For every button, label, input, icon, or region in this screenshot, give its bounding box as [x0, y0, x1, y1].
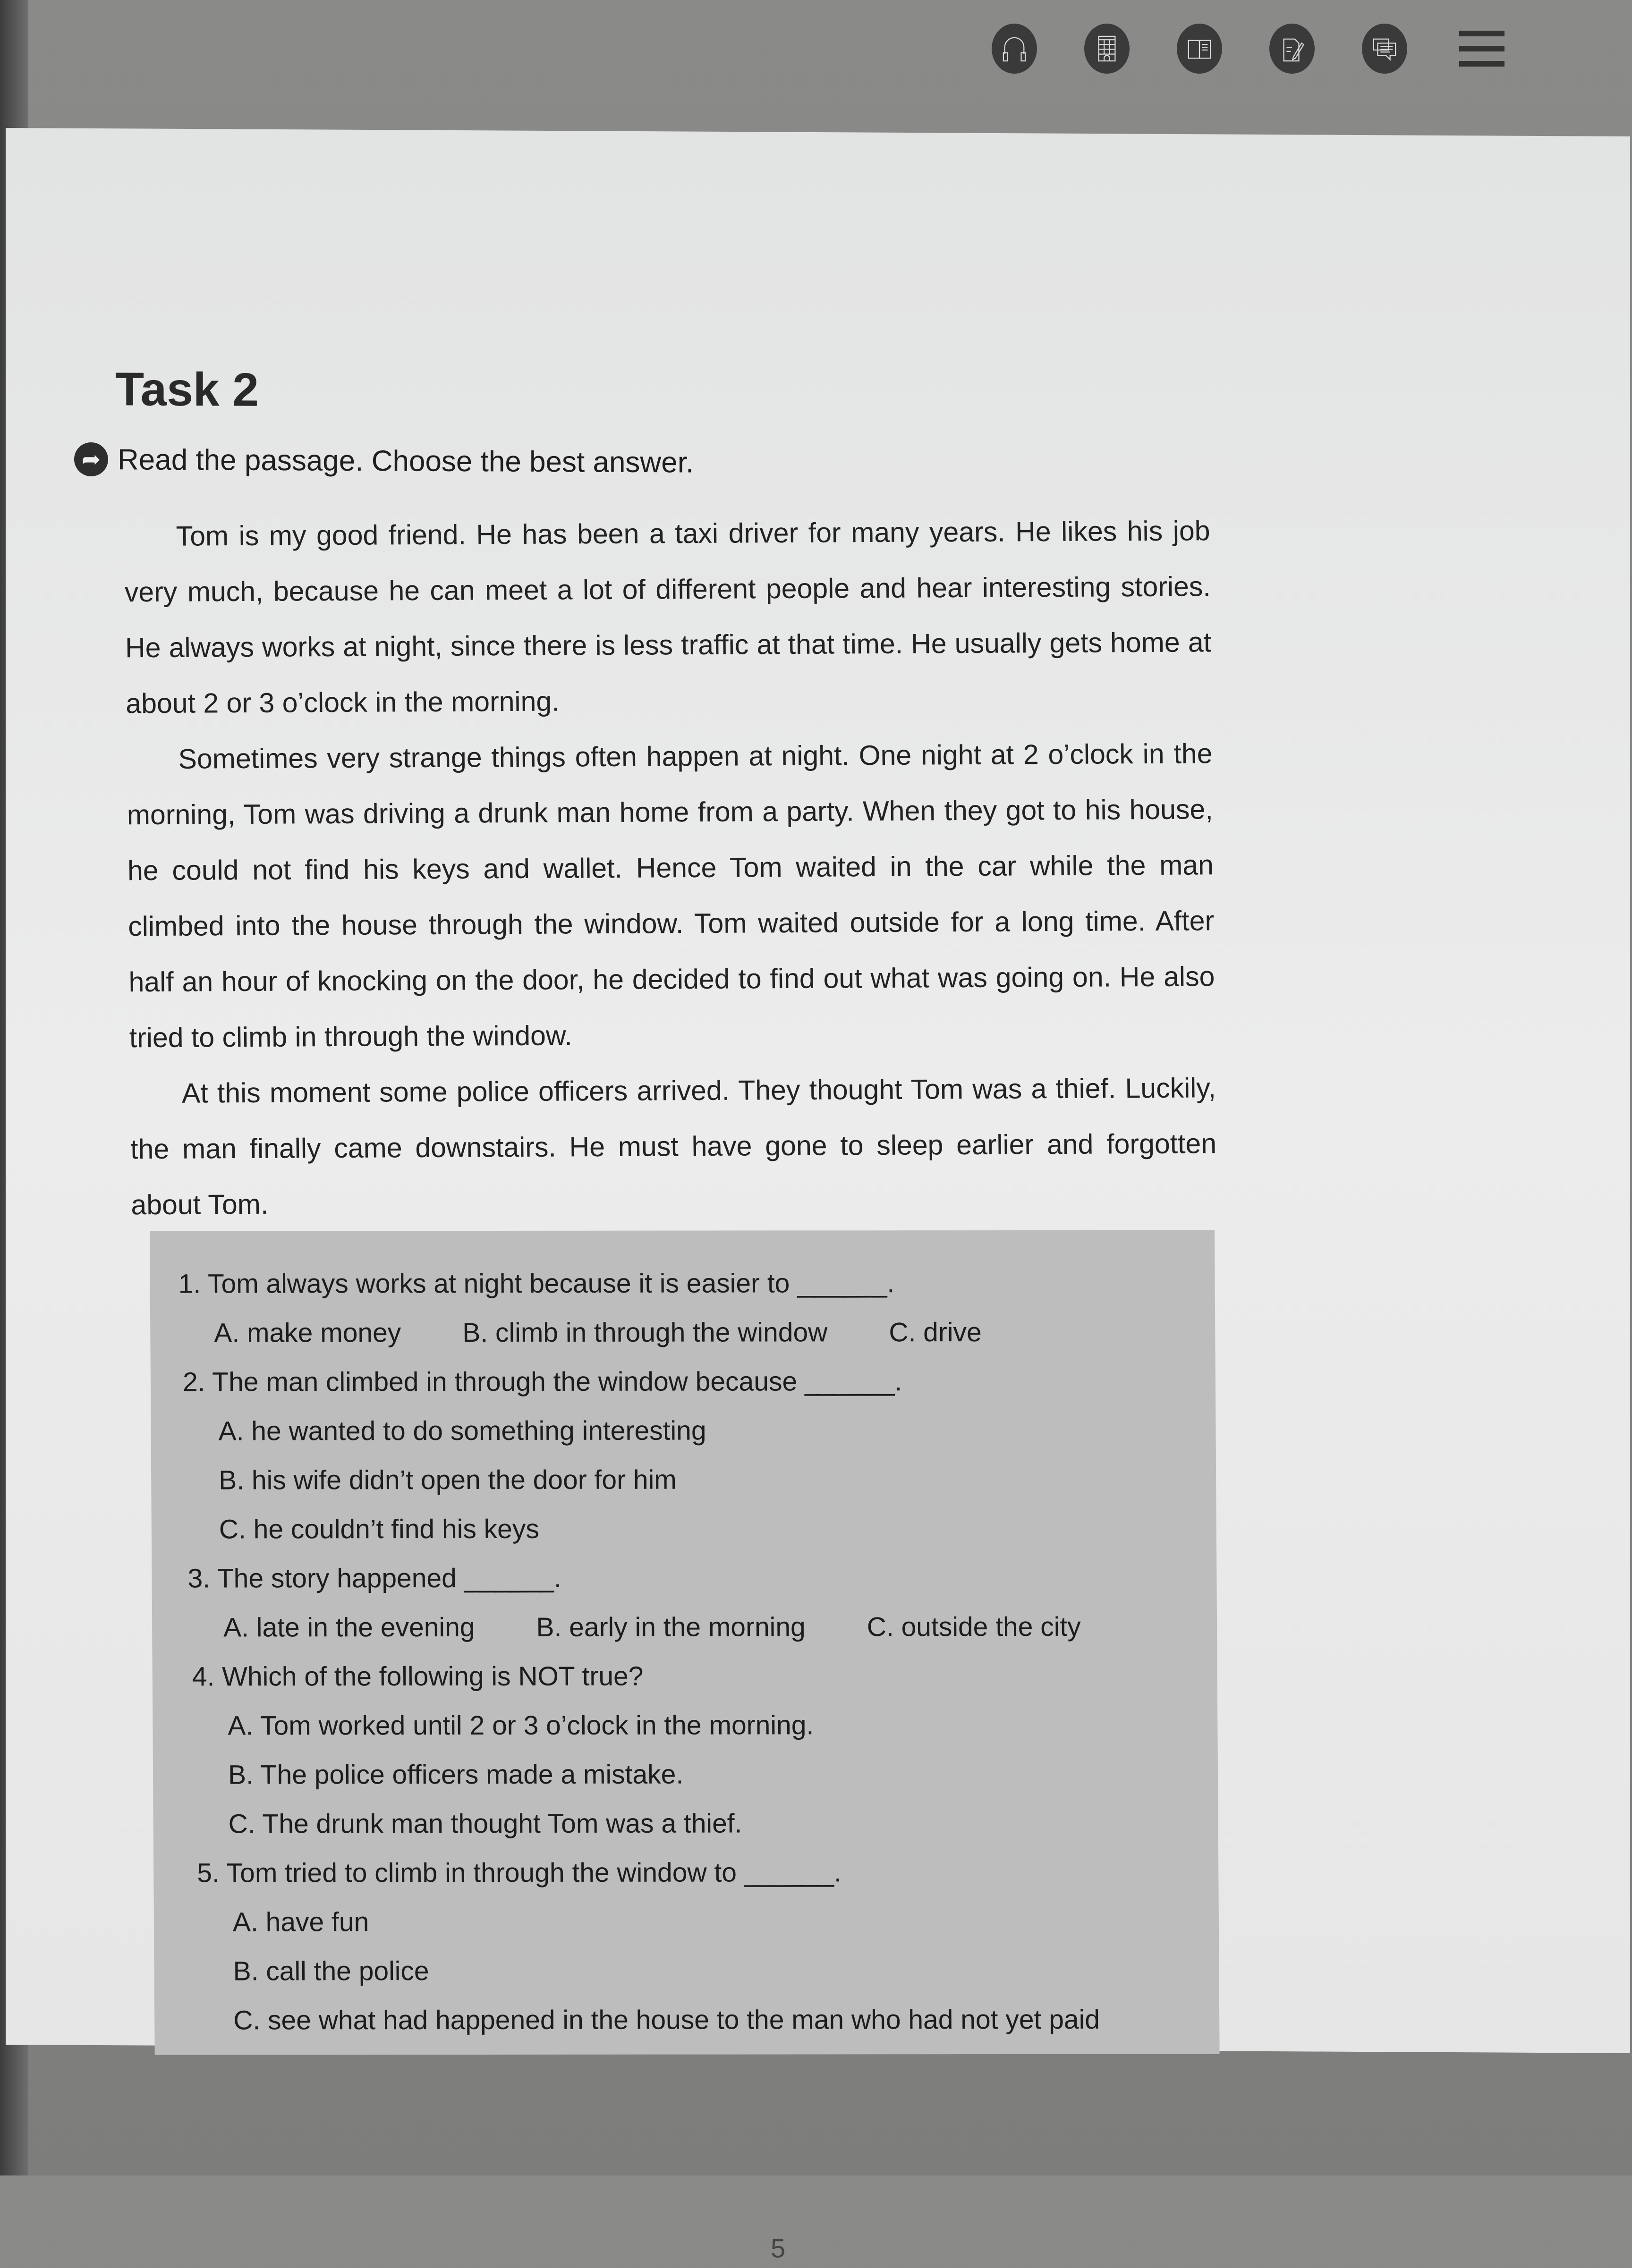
answer-option[interactable]: A. Tom worked until 2 or 3 o’clock in the morning. — [228, 1710, 814, 1741]
question-stem: 1. Tom always works at night because it is easier to ______. — [178, 1268, 895, 1299]
instruction-text: Read the passage. Choose the best answer. — [118, 443, 694, 479]
answer-option[interactable]: C. The drunk man thought Tom was a thief. — [228, 1808, 742, 1839]
answer-option[interactable]: C. drive — [889, 1317, 982, 1348]
answer-option[interactable]: A. have fun — [232, 1907, 369, 1938]
instruction — [74, 442, 694, 480]
question-list — [178, 1259, 1198, 2045]
menu-icon[interactable] — [1459, 31, 1504, 67]
building-icon[interactable] — [1084, 24, 1130, 74]
answer-option[interactable]: A. he wanted to do something interesting — [218, 1415, 706, 1447]
page-number: 5 — [771, 2233, 786, 2263]
reading-passage — [124, 503, 1217, 1233]
book-icon[interactable] — [1177, 24, 1222, 74]
question-item — [179, 1357, 1196, 1554]
answer-option[interactable]: B. The police officers made a mistake. — [228, 1759, 684, 1790]
answer-option[interactable]: A. late in the evening — [223, 1612, 475, 1643]
passage-paragraph: Sometimes very strange things often happen at night. One night at 2 o’clock in the morning, Tom was driving a drunk man home from a party. When they got to his house, he could not find his keys and wallet. Hence Tom waited in the car while the man climbed into the house through the window. Tom waited outside for a long time. After half an hour of knocking on the door, he decided to find out what was going on. He also tried to climb in through the window. — [127, 738, 1215, 1054]
question-stem: 4. Which of the following is NOT true? — [192, 1661, 644, 1692]
passage-paragraph: Tom is my good friend. He has been a taxi driver for many years. He likes his job very much, because he can meet a lot of different people and hear interesting stories. He always works at night, since there is less traffic at that time. He usually gets home at about 2 or 3 o’clock in the morning. — [124, 515, 1212, 719]
question-stem: 5. Tom tried to climb in through the window to ______. — [197, 1857, 842, 1888]
question-item — [182, 1848, 1198, 2045]
edit-document-icon[interactable] — [1269, 24, 1315, 74]
answer-option[interactable]: C. outside the city — [867, 1611, 1081, 1642]
answer-option[interactable]: C. he couldn’t find his keys — [219, 1514, 540, 1545]
question-stem: 3. The story happened ______. — [187, 1563, 561, 1594]
answer-option[interactable]: B. call the police — [233, 1956, 429, 1987]
document-page — [6, 128, 1630, 2263]
passage-paragraph: At this moment some police officers arrived. They thought Tom was a thief. Luckily, the man finally came downstairs. He must have gone to sleep earlier and forgotten about Tom. — [130, 1072, 1217, 1221]
task-title: Task 2 — [115, 363, 259, 416]
question-item — [178, 1259, 1194, 1358]
answer-option[interactable]: B. early in the morning — [536, 1612, 806, 1642]
answer-option[interactable]: B. his wife didn’t open the door for him — [219, 1464, 677, 1496]
question-item — [180, 1651, 1197, 1849]
chat-icon[interactable] — [1362, 24, 1407, 74]
headphones-icon[interactable] — [992, 24, 1037, 74]
answer-option[interactable]: A. make money — [214, 1318, 401, 1348]
question-stem: 2. The man climbed in through the window because ______. — [182, 1366, 902, 1397]
arrow-icon: ➦ — [74, 442, 108, 476]
toolbar — [992, 24, 1504, 74]
question-item — [180, 1553, 1196, 1652]
answer-option[interactable]: C. see what had happened in the house to the man who had not yet paid — [233, 2004, 1100, 2036]
questions-box — [150, 1230, 1220, 2055]
answer-option[interactable]: B. climb in through the window — [462, 1317, 828, 1348]
